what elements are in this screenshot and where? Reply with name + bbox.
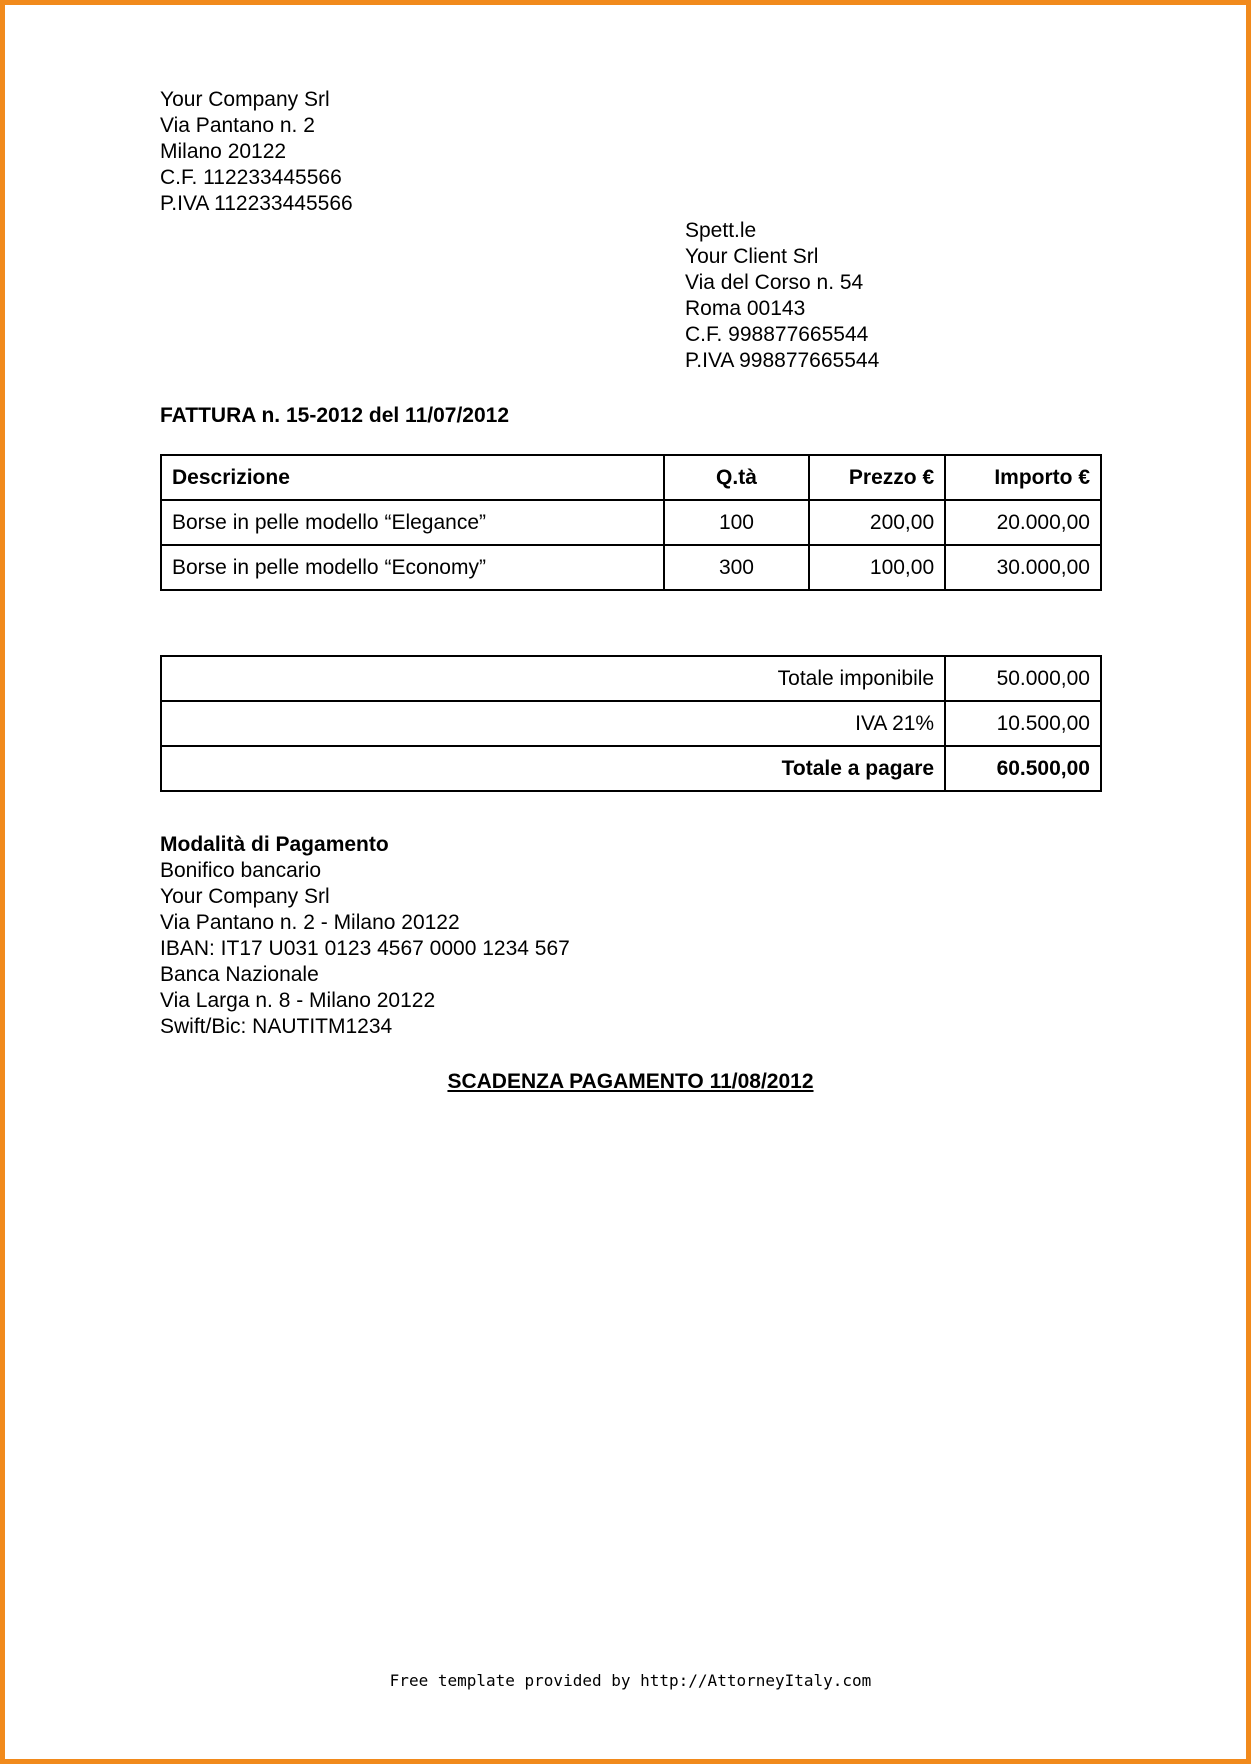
item-price: 100,00	[809, 545, 945, 590]
sender-address: Via Pantano n. 2	[160, 114, 315, 137]
payment-beneficiary-address: Via Pantano n. 2 - Milano 20122	[160, 911, 460, 934]
total-value: 60.500,00	[945, 746, 1101, 791]
item-description: Borse in pelle modello “Economy”	[161, 545, 664, 590]
iva-label: IVA 21%	[161, 701, 945, 746]
totals-row-total	[161, 746, 1101, 791]
payment-bank: Banca Nazionale	[160, 963, 319, 986]
sender-city: Milano 20122	[160, 140, 287, 163]
table-row	[161, 500, 1101, 545]
payment-block	[160, 832, 570, 1040]
footer-credit: Free template provided by http://AttorneyItaly.com	[389, 1671, 872, 1690]
imponibile-label: Totale imponibile	[161, 656, 945, 701]
totals-table	[160, 655, 1102, 792]
sender-cf: C.F. 112233445566	[160, 166, 342, 189]
item-price: 200,00	[809, 500, 945, 545]
sender-company: Your Company Srl	[160, 88, 330, 111]
payment-beneficiary: Your Company Srl	[160, 885, 330, 908]
sender-piva: P.IVA 112233445566	[160, 192, 353, 215]
item-quantity: 300	[664, 545, 810, 590]
payment-deadline: SCADENZA PAGAMENTO 11/08/2012	[447, 1070, 814, 1093]
recipient-block	[685, 218, 879, 374]
recipient-piva: P.IVA 998877665544	[685, 349, 880, 372]
items-header-row	[161, 455, 1101, 500]
item-quantity: 100	[664, 500, 810, 545]
header-description: Descrizione	[161, 455, 664, 500]
recipient-cf: C.F. 998877665544	[685, 323, 869, 346]
table-row	[161, 545, 1101, 590]
recipient-company: Your Client Srl	[685, 245, 819, 268]
iva-value: 10.500,00	[945, 701, 1101, 746]
item-amount: 20.000,00	[945, 500, 1101, 545]
recipient-salutation: Spett.le	[685, 219, 757, 242]
payment-method: Bonifico bancario	[160, 859, 322, 882]
totals-row-iva	[161, 701, 1101, 746]
payment-heading: Modalità di Pagamento	[160, 833, 389, 856]
totals-row-imponibile	[161, 656, 1101, 701]
payment-bank-address: Via Larga n. 8 - Milano 20122	[160, 989, 436, 1012]
invoice-title: FATTURA n. 15-2012 del 11/07/2012	[160, 404, 510, 427]
items-table	[160, 454, 1102, 591]
item-description: Borse in pelle modello “Elegance”	[161, 500, 664, 545]
imponibile-value: 50.000,00	[945, 656, 1101, 701]
payment-iban: IBAN: IT17 U031 0123 4567 0000 1234 567	[160, 937, 570, 960]
item-amount: 30.000,00	[945, 545, 1101, 590]
sender-block	[160, 87, 353, 217]
header-quantity: Q.tà	[664, 455, 810, 500]
payment-swift: Swift/Bic: NAUTITM1234	[160, 1015, 393, 1038]
recipient-city: Roma 00143	[685, 297, 806, 320]
recipient-address: Via del Corso n. 54	[685, 271, 864, 294]
header-amount: Importo €	[945, 455, 1101, 500]
total-label: Totale a pagare	[161, 746, 945, 791]
header-price: Prezzo €	[809, 455, 945, 500]
